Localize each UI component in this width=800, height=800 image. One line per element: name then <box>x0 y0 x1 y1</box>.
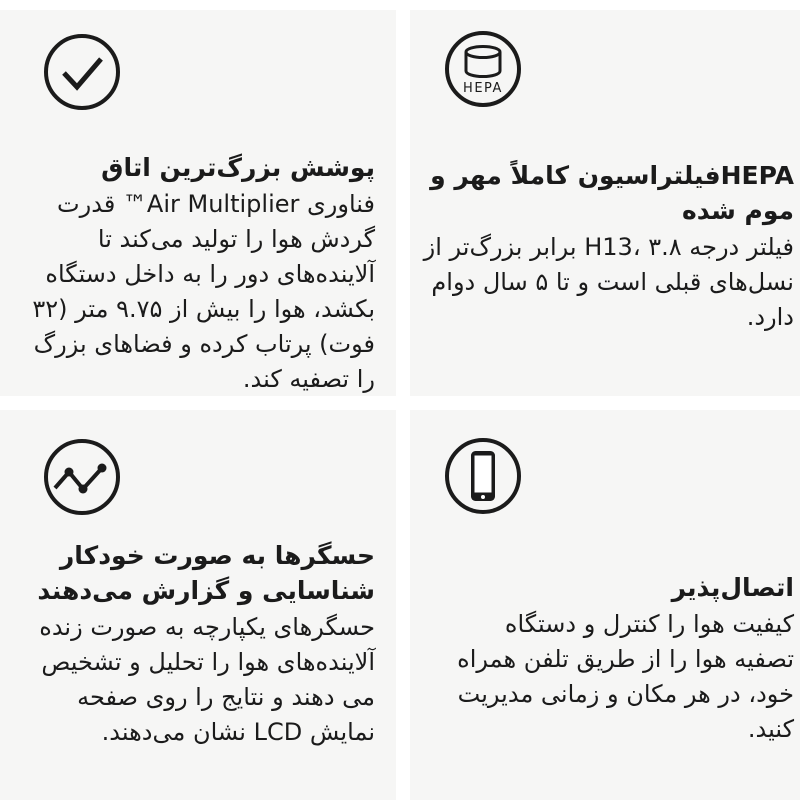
feature-body: حسگرهای یکپارچه به صورت زنده آلاینده‌های هوا را تحلیل و تشخیص می دهند و نتایج را روی صفحه نمایش LCD نشان می‌دهند. <box>39 613 375 746</box>
feature-card-connectivity <box>410 410 800 800</box>
sensor-graph-icon <box>42 437 122 517</box>
feature-text-block <box>438 570 794 747</box>
feature-card-largest-room <box>0 10 396 396</box>
feature-title: HEPAفیلتراسیون کاملاً مهر و موم شده <box>430 161 794 225</box>
check-circle-icon <box>42 32 122 112</box>
smartphone-icon <box>443 436 523 516</box>
feature-body: کیفیت هوا را کنترل و دستگاه تصفیه هوا را از طریق تلفن همراه خود، در هر مکان و زمانی مدیریت کنید. <box>457 610 794 743</box>
hepa-icon-label: HEPA <box>463 81 503 96</box>
feature-title: پوشش بزرگ‌ترین اتاق <box>101 153 375 182</box>
feature-text-block <box>26 150 375 397</box>
feature-body: فیلتر درجه H13، ۳.۸ برابر بزرگ‌تر از نسل‌های قبلی است و تا ۵ سال دوام دارد. <box>423 233 794 331</box>
feature-title: حسگرها به صورت خودکار شناسایی و گزارش می‌دهند <box>37 541 375 605</box>
feature-text-block <box>22 538 375 750</box>
feature-card-sensors <box>0 410 396 800</box>
feature-title: اتصال‌پذیر <box>671 573 794 602</box>
hepa-filter-icon <box>443 29 523 109</box>
feature-body: فناوری Air Multiplier™ قدرت گردش هوا را تولید می‌کند تا آلاینده‌های دور را به داخل دستگاه بکشد، هوا را بیش از ۹.۷۵ متر (۳۲ فوت) پرتاب کرده و فضاهای بزرگ را تصفیه کند. <box>32 190 375 393</box>
feature-card-hepa-filtration <box>410 10 800 396</box>
feature-text-block <box>414 158 794 335</box>
